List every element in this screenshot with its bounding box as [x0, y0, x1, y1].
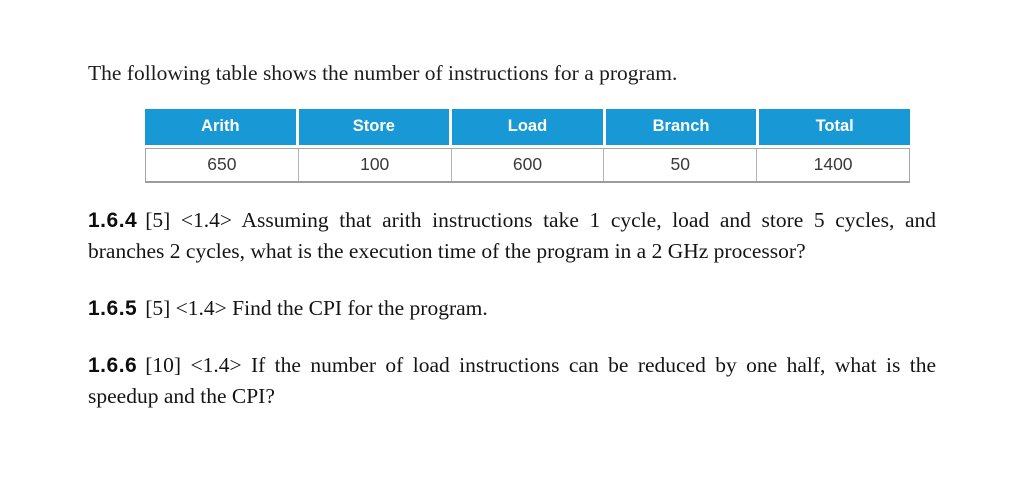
exercise-number-1-6-4: 1.6.4 — [88, 209, 138, 232]
table-cell-load: 600 — [452, 149, 605, 181]
exercise-number-1-6-6: 1.6.6 — [88, 354, 138, 377]
table-header-branch: Branch — [606, 109, 757, 145]
table-data-row — [145, 148, 910, 183]
intro-text: The following table shows the number of instructions for a program. — [88, 61, 678, 85]
table-cell-arith: 650 — [146, 149, 299, 181]
table-header-row — [145, 109, 910, 145]
table-header-arith: Arith — [145, 109, 296, 145]
table-header-store: Store — [299, 109, 450, 145]
exercise-1-6-6 — [88, 350, 936, 412]
exercise-text-1-6-4: [5] <1.4> Assuming that arith instructions take 1 cycle, load and store 5 cycles, and branches 2 cycles, what is the execution time of the program in a 2 GHz processor? — [88, 208, 936, 263]
table-cell-total: 1400 — [813, 154, 853, 174]
exercise-text-1-6-5: [5] <1.4> Find the CPI for the program. — [145, 296, 488, 320]
exercise-number-1-6-5: 1.6.5 — [88, 297, 138, 320]
table-header-load: Load — [452, 109, 603, 145]
table-cell-store: 100 — [299, 149, 452, 181]
exercise-1-6-4 — [88, 205, 936, 267]
instructions-table — [145, 109, 910, 183]
table-header-total: Total — [759, 109, 910, 145]
exercise-1-6-5 — [88, 293, 936, 324]
table-cell-branch: 50 — [604, 149, 757, 181]
exercise-text-1-6-6: [10] <1.4> If the number of load instructions can be reduced by one half, what is the speedup and the CPI? — [88, 353, 936, 408]
